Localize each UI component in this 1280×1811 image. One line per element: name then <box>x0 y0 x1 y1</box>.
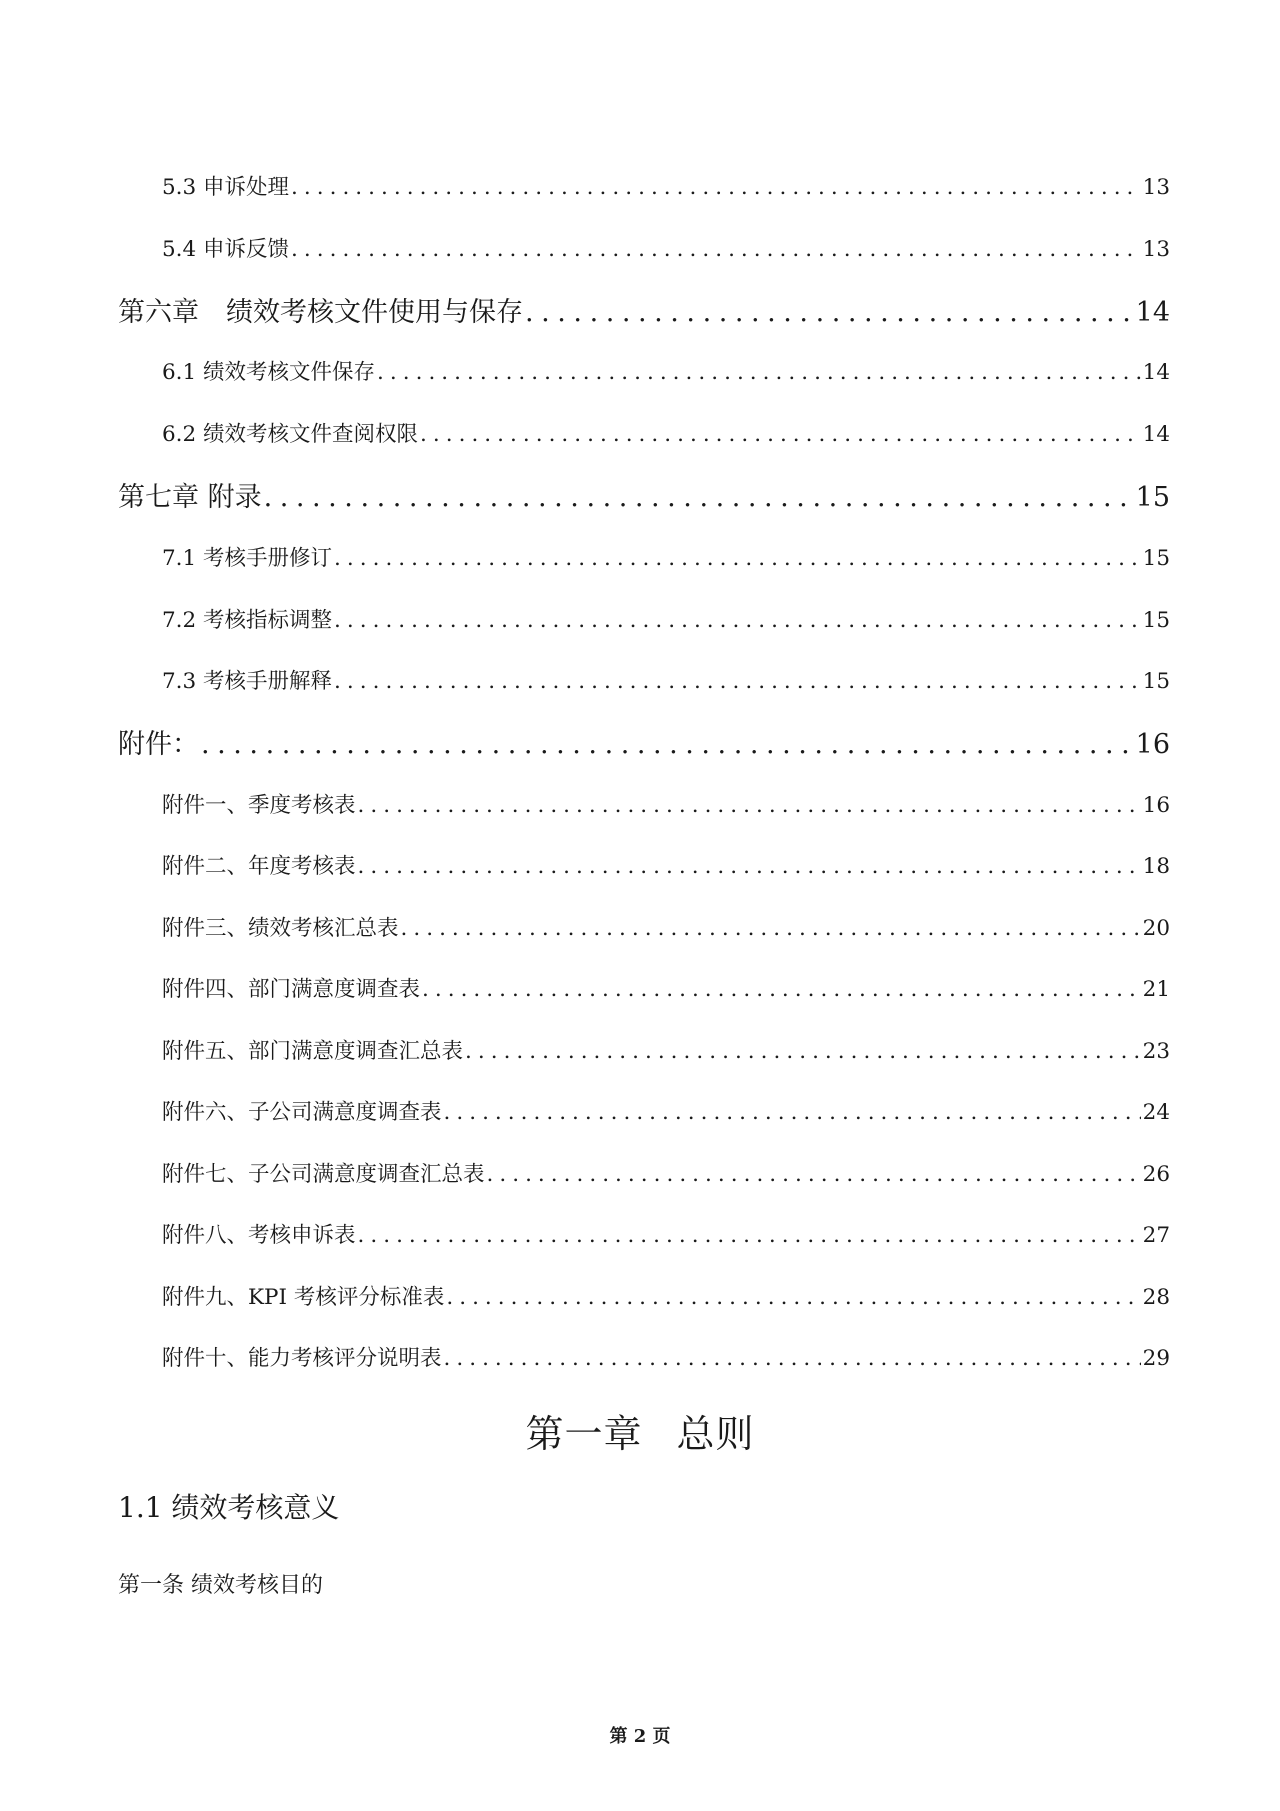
toc-entry-text: 附件一、季度考核表 <box>162 793 356 818</box>
toc-entry[interactable] <box>162 1280 1170 1312</box>
toc-entry-page: 15 <box>1135 482 1170 513</box>
chapter-name: 总则 <box>676 1412 755 1456</box>
toc-entry-text: 附件十、能力考核评分说明表 <box>162 1346 442 1371</box>
toc-leader-dots <box>487 1162 1141 1187</box>
toc-entry[interactable] <box>162 417 1170 449</box>
toc-entry[interactable] <box>162 603 1170 635</box>
toc-chapter-entry[interactable] <box>118 290 1170 330</box>
toc-entry-text: 附件： <box>118 729 199 760</box>
toc-entry-page: 26 <box>1142 1162 1170 1187</box>
toc-entry[interactable] <box>162 911 1170 943</box>
toc-entry-text: 第七章 附录 <box>118 482 262 513</box>
toc-leader-dots <box>201 729 1134 760</box>
chapter-number: 第一章 <box>525 1412 643 1456</box>
toc-leader-dots <box>465 1039 1141 1064</box>
toc-entry-page: 14 <box>1142 422 1170 447</box>
toc-entry-text: 附件四、部门满意度调查表 <box>162 977 421 1002</box>
toc-entry-text: 第六章 绩效考核文件使用与保存 <box>118 297 523 328</box>
toc-entry[interactable] <box>162 1341 1170 1373</box>
toc-entry-page: 16 <box>1142 793 1170 818</box>
chapter-title <box>0 1403 1280 1458</box>
toc-entry-text: 附件九、KPI 考核评分标准表 <box>162 1285 445 1310</box>
toc-leader-dots <box>291 175 1141 200</box>
toc-entry-text: 5.3 申诉处理 <box>162 175 290 200</box>
toc-leader-dots <box>334 546 1141 571</box>
toc-leader-dots <box>334 608 1141 633</box>
toc-entry-text: 附件三、绩效考核汇总表 <box>162 916 399 941</box>
toc-entry[interactable] <box>162 972 1170 1004</box>
toc-entry-page: 13 <box>1142 237 1170 262</box>
toc-entry-text: 附件七、子公司满意度调查汇总表 <box>162 1162 485 1187</box>
toc-entry[interactable] <box>162 849 1170 881</box>
toc-entry-text: 附件八、考核申诉表 <box>162 1223 356 1248</box>
toc-leader-dots <box>358 793 1141 818</box>
toc-entry[interactable] <box>162 788 1170 820</box>
toc-entry-text: 7.2 考核指标调整 <box>162 608 333 633</box>
toc-leader-dots <box>358 854 1141 879</box>
toc-entry[interactable] <box>162 232 1170 264</box>
toc-leader-dots <box>291 237 1141 262</box>
toc-entry-text: 6.1 绩效考核文件保存 <box>162 360 376 385</box>
toc-entry-text: 附件二、年度考核表 <box>162 854 356 879</box>
toc-entry-text: 附件六、子公司满意度调查表 <box>162 1100 442 1125</box>
toc-entry-page: 20 <box>1142 916 1170 941</box>
toc-leader-dots <box>444 1346 1141 1371</box>
toc-leader-dots <box>446 1285 1140 1310</box>
toc-entry-page: 28 <box>1142 1285 1170 1310</box>
toc-entry-page: 15 <box>1142 669 1170 694</box>
toc-entry[interactable] <box>162 1095 1170 1127</box>
toc-entry-page: 14 <box>1142 360 1170 385</box>
toc-chapter-entry[interactable] <box>118 722 1170 762</box>
toc-leader-dots <box>401 916 1141 941</box>
toc-entry-page: 24 <box>1142 1100 1170 1125</box>
toc-entry-text: 7.3 考核手册解释 <box>162 669 333 694</box>
toc-entry-page: 15 <box>1142 546 1170 571</box>
toc-entry[interactable] <box>162 1218 1170 1250</box>
toc-entry-page: 15 <box>1142 608 1170 633</box>
toc-leader-dots <box>525 297 1134 328</box>
toc-leader-dots <box>264 482 1134 513</box>
toc-leader-dots <box>422 977 1141 1002</box>
toc-entry-text: 7.1 考核手册修订 <box>162 546 333 571</box>
toc-entry[interactable] <box>162 355 1170 387</box>
toc-entry-page: 23 <box>1142 1039 1170 1064</box>
toc-entry-text: 附件五、部门满意度调查汇总表 <box>162 1039 464 1064</box>
toc-leader-dots <box>377 360 1141 385</box>
toc-entry-page: 16 <box>1135 729 1170 760</box>
toc-entry-page: 29 <box>1142 1346 1170 1371</box>
toc-entry-text: 6.2 绩效考核文件查阅权限 <box>162 422 419 447</box>
toc-leader-dots <box>358 1223 1141 1248</box>
toc-entry[interactable] <box>162 664 1170 696</box>
toc-leader-dots <box>420 422 1141 447</box>
toc-entry-text: 5.4 申诉反馈 <box>162 237 290 262</box>
section-heading: 1.1 绩效考核意义 <box>118 1491 340 1524</box>
toc-entry-page: 21 <box>1142 977 1170 1002</box>
toc-leader-dots <box>444 1100 1141 1125</box>
toc-entry[interactable] <box>162 1157 1170 1189</box>
toc-entry-page: 13 <box>1142 175 1170 200</box>
toc-entry[interactable] <box>162 170 1170 202</box>
toc-entry[interactable] <box>162 1034 1170 1066</box>
toc-leader-dots <box>334 669 1141 694</box>
toc-entry-page: 18 <box>1142 854 1170 879</box>
article-heading: 第一条 绩效考核目的 <box>118 1573 323 1598</box>
page-number-footer: 第 2 页 <box>609 1726 671 1747</box>
toc-chapter-entry[interactable] <box>118 475 1170 515</box>
toc-entry-page: 27 <box>1142 1223 1170 1248</box>
toc-entry[interactable] <box>162 541 1170 573</box>
toc-entry-page: 14 <box>1135 297 1170 328</box>
